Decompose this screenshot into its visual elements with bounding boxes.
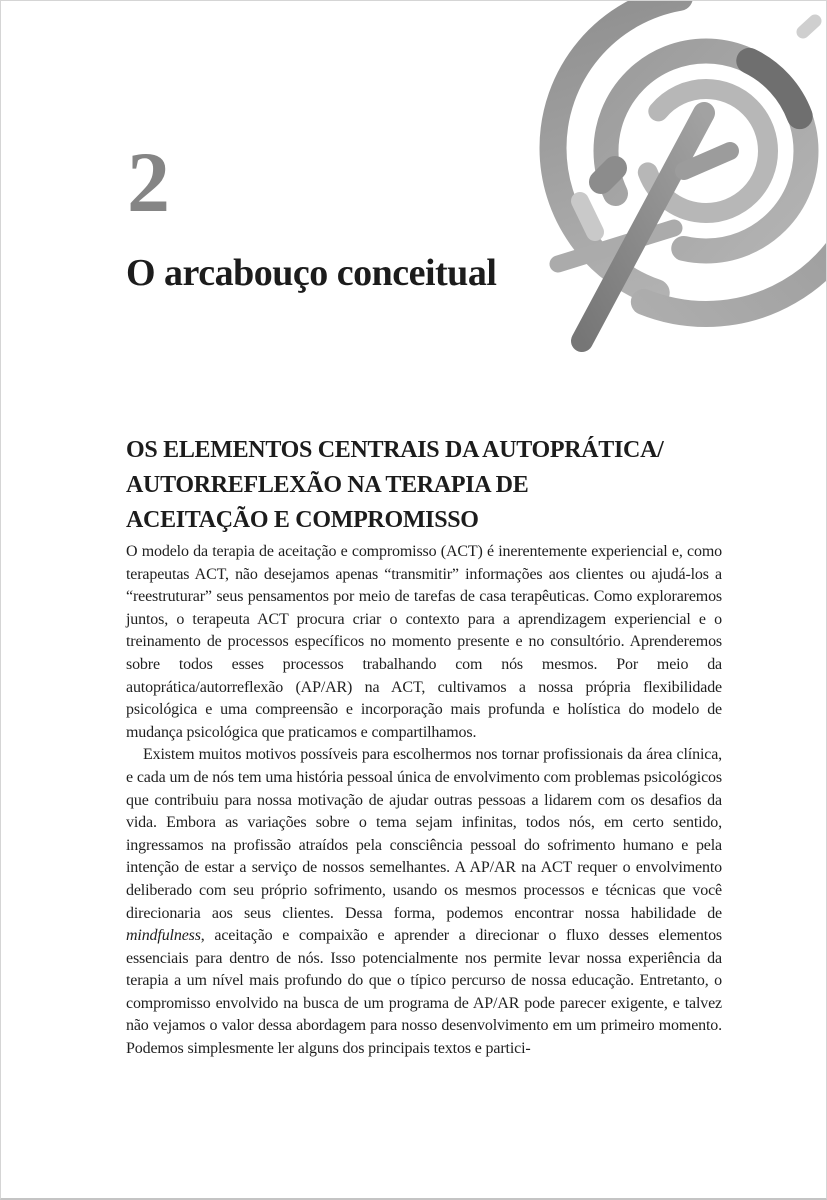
paragraph-2	[126, 744, 722, 1060]
body-text	[126, 541, 722, 1061]
section-heading	[126, 433, 746, 538]
section-heading-line-2: AUTORREFLEXÃO NA TERAPIA DE	[126, 472, 529, 498]
paragraph-1: O modelo da terapia de aceitação e compromisso (ACT) é inerentemente experiencial e, como terapeutas ACT, não desejamos apenas “transmitir” informações aos clientes ou ajudá-los a “reestruturar” seus pensamentos por meio de tarefas de casa terapêuticas. Como exploraremos juntos, o terapeuta ACT procura criar o contexto para a aprendizagem experiencial e o treinamento de processos específicos no momento presente e no consultório. Aprenderemos sobre todos esses processos trabalhando com nós mesmos. Por meio da autoprática/autorreflexão (AP/AR) na ACT, cultivamos a nossa própria flexibilidade psicológica e uma compreensão e incorporação mais profunda e holística do modelo de mudança psicológica que praticamos e compartilhamos.	[126, 543, 722, 741]
chapter-title: O arcabouço conceitual	[126, 252, 497, 294]
paragraph-2-italic-term: mindfulness	[126, 927, 201, 945]
paragraph-2-text-before: Existem muitos motivos possíveis para escolhermos nos tornar profissionais da área clínica, e cada um de nós tem uma história pessoal única de envolvimento com problemas psicológicos que contribuiu para nossa motivação de ajudar outras pessoas a lidarem com os desafios da vida. Embora as variações sobre o tema sejam infinitas, todos nós, em certo sentido, ingressamos na profissão atraídos pela consciência pessoal do sofrimento humano e pela intenção de estar a serviço de nossos semelhantes. A AP/AR na ACT requer o envolvimento deliberado com seu próprio sofrimento, usando os mesmos processos e técnicas que você direcionaria aos seus clientes. Dessa forma, podemos encontrar nossa habilidade de	[126, 746, 722, 922]
chapter-number: 2	[127, 134, 170, 230]
section-heading-line-1: OS ELEMENTOS CENTRAIS DA AUTOPRÁTICA/	[126, 437, 664, 463]
decorative-arcs-graphic	[516, 1, 826, 366]
paragraph-2-text-after: , aceitação e compaixão e aprender a direcionar o fluxo desses elementos essenciais para dentro de nós. Isso potencialmente nos permite levar nossa experiência da terapia a um nível mais profundo do que o típico percurso de nossa educação. Entretanto, o compromisso envolvido na busca de um programa de AP/AR pode parecer exigente, e talvez não vejamos o valor dessa abordagem para nosso desenvolvimento em um primeiro momento. Podemos simplesmente ler alguns dos principais textos e partici-	[126, 927, 722, 1058]
section-heading-line-3: ACEITAÇÃO E COMPROMISSO	[126, 507, 479, 533]
